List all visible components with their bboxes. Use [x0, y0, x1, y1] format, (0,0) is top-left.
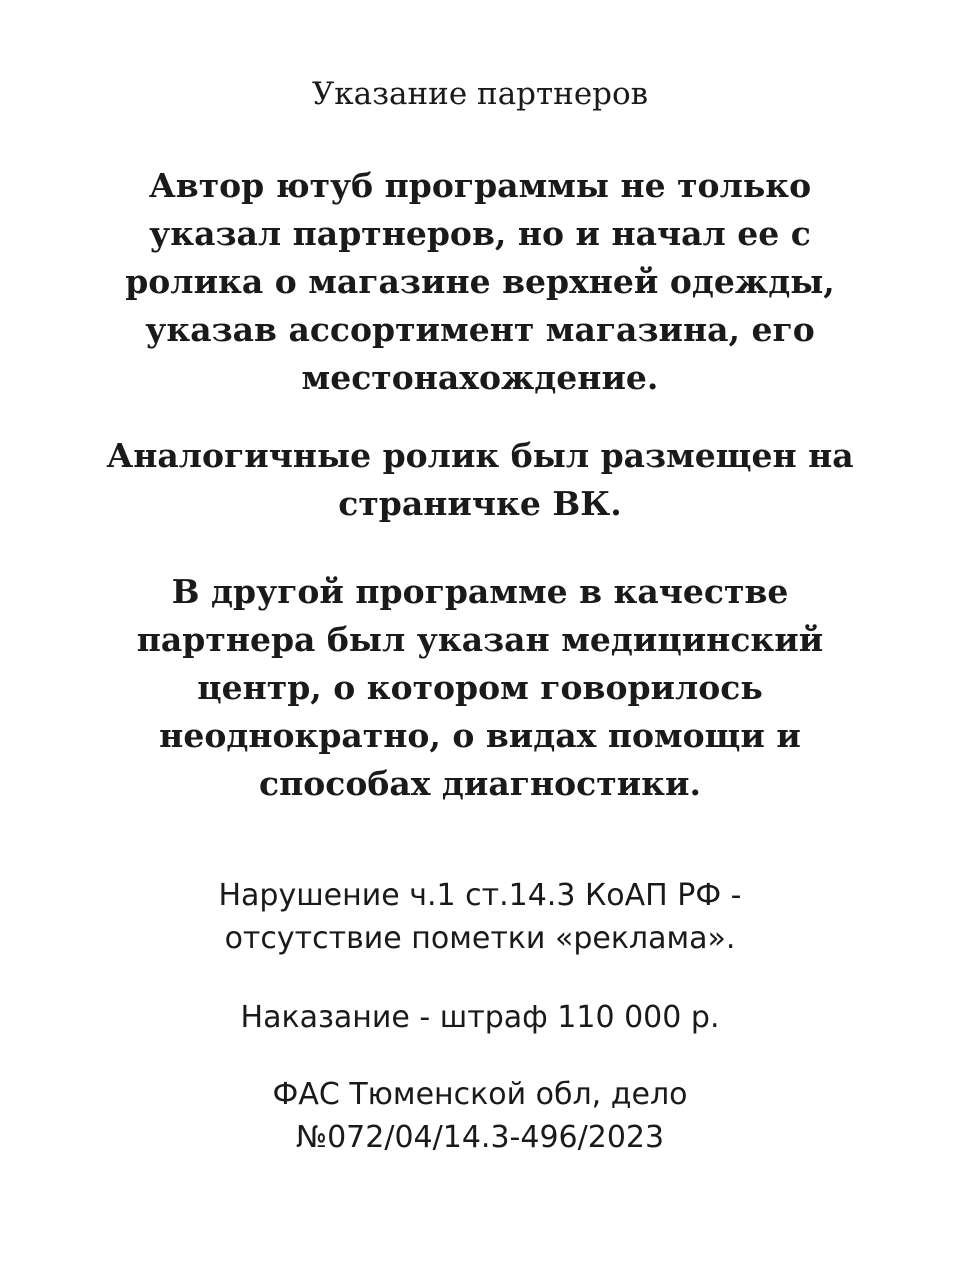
paragraph-line: ролика о магазине верхней одежды,: [125, 262, 835, 301]
penalty-line: Наказание - штраф 110 000 р.: [240, 1000, 720, 1035]
paragraph-line: партнера был указан медицинский: [136, 620, 824, 659]
case-reference: [273, 1073, 688, 1159]
paragraph-line: Аналогичные ролик был размещен на: [106, 436, 854, 475]
paragraph-line: местонахождение.: [301, 358, 659, 397]
paragraph-line: Автор ютуб программы не только: [148, 166, 812, 205]
paragraph-line: страничке ВК.: [338, 484, 622, 523]
paragraph-line: неоднократно, о видах помощи и: [159, 716, 801, 755]
paragraph-line: указал партнеров, но и начал ее с: [149, 214, 811, 253]
paragraph-vk-video: [106, 432, 853, 528]
paragraph-medical-center: [137, 568, 823, 808]
paragraph-line: В другой программе в качестве: [171, 572, 789, 611]
case-number: №072/04/14.3-496/2023: [295, 1120, 665, 1155]
penalty-note: [241, 996, 720, 1039]
violation-line: Нарушение ч.1 ст.14.3 КоАП РФ -: [218, 878, 742, 913]
paragraph-line: указав ассортимент магазина, его: [145, 310, 815, 349]
paragraph-youtube-partners: [125, 162, 835, 402]
case-line: ФАС Тюменской обл, дело: [272, 1077, 688, 1112]
paragraph-line: центр, о котором говорилось: [197, 668, 763, 707]
paragraph-line: способах диагностики.: [259, 764, 701, 803]
violation-line: отсутствие пометки «реклама».: [224, 921, 736, 956]
violation-note: [218, 874, 741, 960]
page-title: Указание партнеров: [311, 76, 649, 112]
